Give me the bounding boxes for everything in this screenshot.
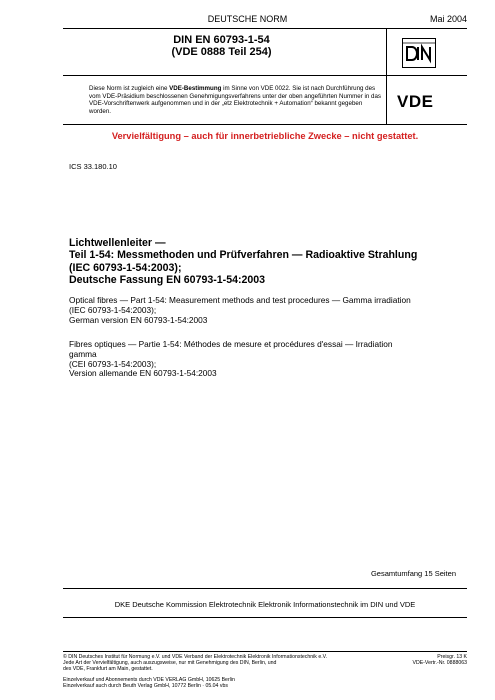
dke-bottom-rule [63, 617, 467, 618]
reproduction-notice: Vervielfältigung – auch für innerbetriebliche Zwecke – nicht gestattet. [111, 131, 419, 141]
title-de-line: Lichtwellenleiter — [69, 237, 166, 249]
price-info [387, 654, 467, 666]
din-logo [402, 38, 436, 68]
copyright-line: © DIN Deutsches Institut für Normung e.V. und VDE Verband der Elektrotechnik Elektronik Informationstechnik e.V. [63, 654, 328, 660]
dke-top-rule [63, 588, 467, 589]
title-german [69, 237, 479, 287]
notice-bold: VDE-Bestimmung [169, 85, 222, 92]
sales-line: Einzelverkauf und Abonnements durch VDE VERLAG GmbH, 10625 Berlin [63, 677, 235, 683]
logo-divider [386, 28, 387, 124]
vde-order-number: VDE-Vertr.-Nr. 0888063 [412, 660, 467, 667]
title-de-line: (IEC 60793-1-54:2003); [69, 261, 182, 274]
copyright-notice [63, 654, 403, 673]
title-fr-line: Version allemande EN 60793-1-54:2003 [69, 368, 217, 379]
header-middle-rule [63, 75, 467, 76]
vde-logo: VDE [397, 92, 434, 111]
copyright-line: Jede Art der Vervielfältigung, auch auszugsweise, nur mit Genehmigung des DIN, Berlin, und [63, 660, 277, 667]
vde-number: (VDE 0888 Teil 254) [171, 46, 272, 58]
header-bottom-rule [63, 124, 467, 125]
title-fr-line: Fibres optiques — Partie 1-54: Méthodes de mesure et procédures d'essai — Irradiation [69, 339, 393, 349]
title-de-line: Teil 1-54: Messmethoden und Prüfverfahren — Radioaktive Strahlung [69, 249, 418, 262]
title-english [69, 296, 469, 325]
standard-number: DIN EN 60793-1-54 [173, 34, 270, 46]
title-de-line: Deutsche Fassung EN 60793-1-54:2003 [69, 274, 266, 287]
sales-info [63, 677, 235, 689]
total-pages: Gesamtumfang 15 Seiten [370, 569, 456, 578]
publication-date: Mai 2004 [429, 14, 467, 24]
title-en-line: (IEC 60793-1-54:2003); [69, 304, 157, 315]
ics-code: ICS 33.180.10 [69, 162, 117, 171]
copyright-line: des VDE, Frankfurt am Main, gestattet. [63, 666, 153, 673]
sales-line: Einzelverkauf auch durch Beuth Verlag GmbH, 10772 Berlin · 05.04 vbs [63, 683, 228, 690]
document-type: DEUTSCHE NORM [207, 14, 288, 24]
header-top-rule [63, 28, 467, 29]
standard-number-block [63, 34, 380, 58]
title-fr-line: (CEI 60793-1-54:2003); [69, 358, 157, 369]
footer-rule [63, 651, 467, 652]
title-en-line: German version EN 60793-1-54:2003 [69, 314, 208, 325]
title-en-line: Optical fibres — Part 1-54: Measurement methods and test procedures — Gamma irradiation [69, 295, 411, 305]
vde-notice [89, 85, 381, 115]
title-fr-line: gamma [69, 348, 97, 359]
notice-suffix: im Sinne von VDE 0022. Sie ist nach Durchführung des vom VDE-Präsidium beschlossenen Genehmigungsverfahrens unter der oben angeführten Nummer in das VDE-Vorschriftenwerk aufgenommen und in der „etz Elektrotechnik + Automation“ bekannt gegeben worden. [89, 85, 381, 115]
title-french [69, 340, 469, 379]
dke-line: DKE Deutsche Kommission Elektrotechnik Elektronik Informationstechnik im DIN und VDE [114, 600, 416, 609]
price-group: Preisgr. 13 K [437, 654, 467, 660]
notice-prefix: Diese Norm ist zugleich eine [89, 85, 170, 92]
